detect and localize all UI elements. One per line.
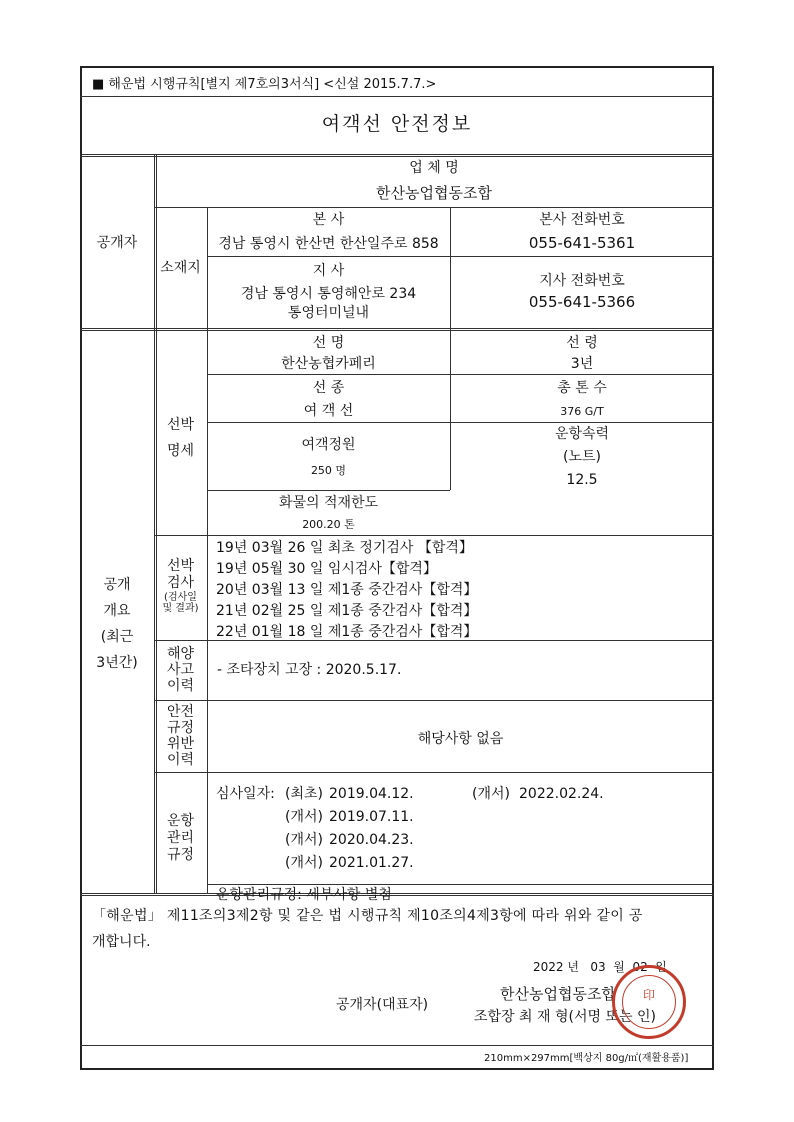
inspection-label-line: 검사: [166, 575, 195, 591]
accident-history: - 조타장치 고장 : 2020.5.17.: [217, 662, 402, 678]
branch-header: 지 사: [312, 263, 345, 279]
ship-type-header: 선 종: [312, 380, 345, 396]
cargo-limit: 200.20 톤: [302, 518, 355, 531]
branch-address-detail: 통영터미널내: [287, 305, 370, 321]
violation-history: 해당사항 없음: [417, 731, 504, 747]
inspection-item: 21년 02월 25 일 제1종 중간검사【합격】: [216, 603, 478, 619]
accident-label-line: 이력: [166, 678, 195, 694]
review-date-label: 심사일자:: [216, 786, 275, 802]
ship-name-header: 선 명: [312, 335, 345, 351]
ship-spec-label-line: 명세: [166, 443, 195, 459]
representative-line: 조합장 최 재 형(서명 또는 인): [474, 1009, 656, 1025]
accident-label: [154, 646, 207, 694]
overview-label-line: 3년간): [96, 655, 138, 671]
review-kind: (최초): [285, 786, 323, 802]
violation-label-line: 위반: [166, 736, 195, 752]
review-date: 2022.02.24.: [519, 786, 604, 802]
tonnage-header: 총 톤 수: [557, 380, 607, 396]
company-name: 한산농업협동조합: [376, 184, 492, 202]
grid-line: [154, 207, 714, 208]
ship-spec-label: [154, 412, 207, 464]
violation-label-line: 규정: [166, 720, 195, 736]
accident-label-line: 해양: [166, 646, 195, 662]
speed: 12.5: [566, 472, 598, 488]
grid-line: [154, 535, 714, 536]
ship-type: 여 객 선: [303, 403, 354, 419]
grid-line: [154, 700, 714, 701]
cargo-limit-header: 화물의 적재한도: [278, 495, 379, 511]
review-kind: (개서): [285, 832, 323, 848]
grid-line: [80, 893, 714, 896]
passenger-capacity-header: 여객정원: [301, 437, 356, 453]
disclosure-statement: 「해운법」 제11조의3제2항 및 같은 법 시행규칙 제10조의4제3항에 따라 위와 같이 공: [92, 908, 643, 924]
review-kind: (개서): [285, 855, 323, 871]
grid-line: [207, 256, 714, 257]
grid-line: [207, 422, 714, 423]
inspection-label: [154, 558, 207, 614]
overview-label: [80, 572, 154, 676]
location-label: 소재지: [160, 260, 201, 276]
inspection-note-line: (검사일: [164, 592, 197, 603]
operation-rules-note: 운항관리규정: 세부사항 별첨: [216, 887, 392, 903]
paper-spec: 210mm×297mm[백상지 80g/㎡(재활용품)]: [484, 1053, 689, 1064]
overview-label-line: (최근: [100, 629, 134, 645]
ship-age-header: 선 령: [566, 335, 598, 351]
inspection-item: 19년 05월 30 일 임시검사【합격】: [216, 561, 437, 577]
operation-label: [154, 813, 207, 864]
operation-label-line: 운항: [166, 813, 195, 829]
company-name-header: 업 체 명: [409, 160, 459, 176]
tonnage: 376 G/T: [560, 405, 604, 418]
overview-label-line: 개요: [103, 603, 131, 619]
discloser-rep-label: 공개자(대표자): [336, 997, 429, 1013]
violation-label-line: 이력: [166, 752, 195, 768]
divider: [80, 154, 714, 157]
page-title: 여객선 안전정보: [321, 113, 473, 135]
organization-name: 한산농업협동조합: [500, 985, 616, 1003]
seal-mark-icon: 印: [642, 988, 655, 1002]
discloser-label: 공개자: [96, 235, 138, 251]
ship-name: 한산농협카페리: [281, 356, 376, 372]
branch-address: 경남 통영시 통영해안로 234: [240, 286, 417, 302]
divider: [80, 1045, 714, 1046]
hq-address: 경남 통영시 한산면 한산일주로 858: [218, 236, 439, 252]
passenger-capacity: 250 명: [310, 464, 347, 477]
divider: [80, 96, 714, 97]
operation-label-line: 규정: [166, 847, 195, 863]
official-seal-stamp: [612, 965, 686, 1039]
inspection-label-line: 선박: [166, 558, 195, 574]
inspection-item: 22년 01월 18 일 제1종 중간검사【합격】: [216, 624, 478, 640]
grid-line: [207, 884, 714, 885]
review-date: 2019.07.11.: [329, 809, 414, 825]
accident-label-line: 사고: [166, 662, 195, 678]
ship-spec-label-line: 선박: [166, 417, 195, 433]
grid-line: [207, 490, 450, 491]
branch-phone-header: 지사 전화번호: [539, 273, 625, 289]
grid-line: [154, 772, 714, 773]
inspection-item: 20년 03월 13 일 제1종 중간검사【합격】: [216, 582, 478, 598]
ship-age: 3년: [570, 356, 594, 372]
hq-header: 본 사: [312, 212, 345, 228]
form-label: ■ 해운법 시행규칙[별지 제7호의3서식] <신설 2015.7.7.>: [92, 77, 437, 92]
hq-phone-header: 본사 전화번호: [539, 212, 625, 228]
review-kind: (개서): [472, 786, 510, 802]
violation-label-line: 안전: [166, 704, 195, 720]
operation-label-line: 관리: [166, 830, 195, 846]
grid-line: [80, 328, 714, 331]
speed-unit: (노트): [563, 449, 601, 465]
speed-header: 운항속력: [554, 426, 610, 442]
overview-label-line: 공개: [103, 577, 131, 593]
disclosure-date: 2022 년 03 월 02 일: [533, 960, 667, 974]
hq-phone: 055-641-5361: [528, 234, 636, 252]
disclosure-statement-cont: 개합니다.: [92, 934, 151, 950]
inspection-item: 19년 03월 26 일 최초 정기검사 【합격】: [216, 540, 473, 556]
grid-line: [207, 374, 714, 375]
branch-phone: 055-641-5366: [528, 293, 636, 311]
inspection-note-line: 및 결과): [162, 603, 199, 614]
review-date: 2019.04.12.: [329, 786, 414, 802]
violation-label: [154, 704, 207, 768]
review-date: 2020.04.23.: [329, 832, 414, 848]
review-kind: (개서): [285, 809, 323, 825]
review-date: 2021.01.27.: [329, 855, 414, 871]
inspection-list: [216, 538, 477, 643]
